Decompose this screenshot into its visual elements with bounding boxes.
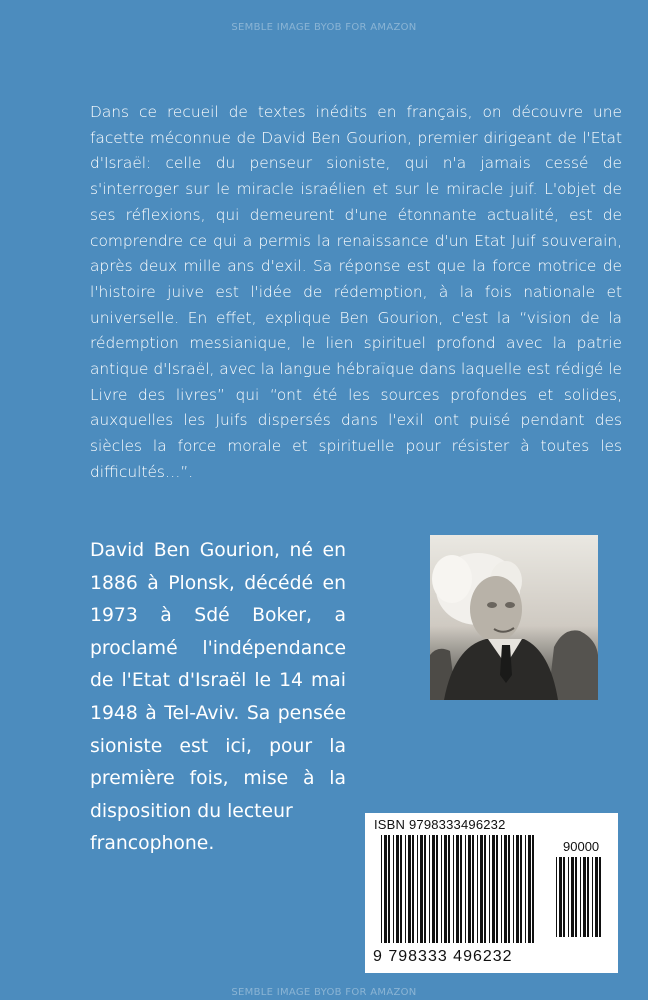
addon-barcode-bars [556,857,604,937]
barcode-bar [595,857,598,937]
barcode-bar [513,835,514,943]
barcode-bar [424,835,426,943]
watermark-top: SEMBLE IMAGE BYOB FOR AMAZON [231,22,417,33]
barcode-bar [460,835,462,943]
barcode-bar [381,835,382,943]
barcode-bar [528,835,531,943]
author-bio [90,535,346,861]
price-code: 90000 [563,839,600,854]
barcode-bar [448,835,450,943]
barcode-bar [504,835,507,943]
author-bio-last-line: francophone. [90,833,215,855]
barcode-bar [559,857,562,937]
barcode-bar [556,857,557,937]
barcode-bar [417,835,418,943]
barcode-bar [444,835,447,943]
barcode-bar [571,857,574,937]
barcode-bar [492,835,495,943]
barcode-bar [592,857,593,937]
barcode-bar [501,835,502,943]
barcode-bars [381,835,539,943]
isbn-barcode [365,813,618,973]
barcode-bar [580,857,581,937]
barcode-bar [400,835,402,943]
barcode-bar [468,835,471,943]
barcode-bar [525,835,526,943]
barcode-bar [516,835,519,943]
barcode-bar [568,857,569,937]
author-bio-text: David Ben Gourion, né en 1886 à Plonsk, décédé en 1973 à Sdé Boker, a proclamé l'indépendance de l'Etat d'Israël le 14 mai 1948 à Tel-Aviv. Sa pensée sioniste est ici, pour la première fois, mise à la disposition du lecteur [90,540,346,822]
barcode-bar [408,835,411,943]
barcode-bar [393,835,394,943]
barcode-bar [396,835,399,943]
back-cover-summary: Dans ce recueil de textes inédits en français, on découvre une facette méconnue de David Ben Gourion, premier dirigeant de l'Etat d'Israël: celle du penseur sioniste, qui n'a jamais cessé de s'interroger sur le miracle israélien et sur le miracle juif. L'objet de ses réflexions, qui demeurent d'une étonnante actualité, est de comprendre ce qui a permis la renaissance d'un Etat Juif souverain, après deux mille ans d'exil. Sa réponse est que la force motrice de l'histoire juive est l'idée de rédemption, à la fois nationale et universelle. En effet, explique Ben Gourion, c'est la “vision de la rédemption messianique, le lien spirituel profond avec la patrie antique d'Israël, avec la langue hébraïque dans laquelle est rédigé le Livre des livres” qui “ont été les sources profondes et solides, auxquelles les Juifs dispersés dans l'exil ont puisé pendant des siècles la force morale et spirituelle pour résister à toutes les difficultés…”. [90,103,622,481]
barcode-bar [436,835,438,943]
barcode-bar [412,835,414,943]
barcode-bar [453,835,454,943]
isbn-label: ISBN 9798333496232 [374,817,506,832]
barcode-bar [520,835,522,943]
barcode-bar [508,835,510,943]
barcode-bar [583,857,586,937]
barcode-digits: 9 798333 496232 [373,948,513,965]
barcode-bar [477,835,478,943]
barcode-bar [489,835,490,943]
barcode-bar [587,857,589,937]
barcode-bar [441,835,442,943]
barcode-bar [432,835,435,943]
barcode-bar [472,835,474,943]
barcode-bar [384,835,387,943]
barcode-bar [484,835,486,943]
barcode-bar [465,835,466,943]
author-photo [430,535,598,700]
barcode-bar [532,835,534,943]
barcode-bar [599,857,601,937]
barcode-bar [429,835,430,943]
barcode-bar [405,835,406,943]
barcode-bar [480,835,483,943]
barcode-bar [420,835,423,943]
barcode-bar [456,835,459,943]
barcode-bar [388,835,390,943]
barcode-bar [575,857,577,937]
barcode-bar [563,857,565,937]
watermark-bottom: SEMBLE IMAGE BYOB FOR AMAZON [231,987,417,998]
barcode-bar [496,835,498,943]
